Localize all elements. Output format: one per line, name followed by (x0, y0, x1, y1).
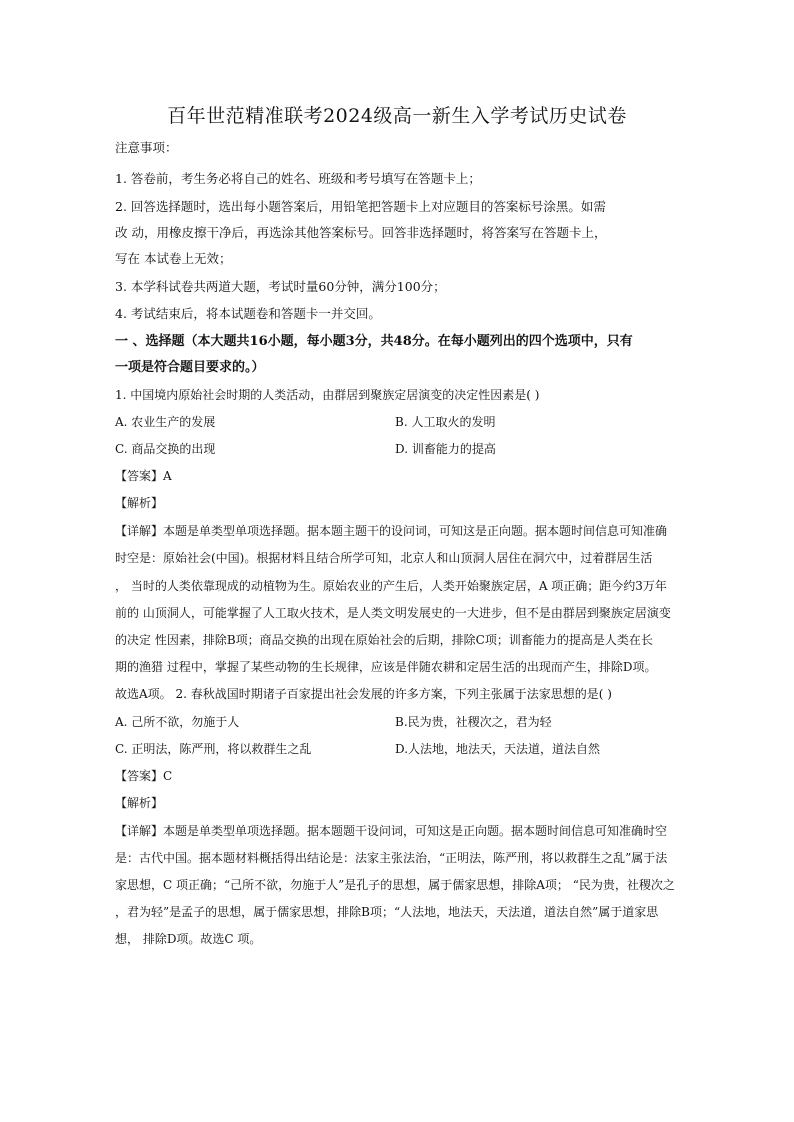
q1-option-d: D. 训畜能力的提高 (395, 442, 496, 456)
q1-option-b: B. 人工取火的发明 (395, 415, 496, 429)
q1-analysis-label: 【解析】 (115, 496, 164, 510)
notice-line: 2. 回答选择题时，选出每小题答案后，用铅笔把答题卡上对应题目的答案标号涂黑。如需 (115, 199, 606, 214)
notice-line: 写在 本试卷上无效； (115, 251, 232, 266)
q1-conclusion-and-q2-stem: 故选A项。 2. 春秋战国时期诸子百家提出社会发展的许多方案，下列主张属于法家思想的是( ) (115, 687, 612, 701)
section-heading: 一 、选择题（本大题共16小题，每小题3分，共48分。在每小题列出的四个选项中，只有 (115, 334, 633, 349)
q1-detail-line: 的决定 性因素，排除B项；商品交换的出现在原始社会的后期，排除C项；训畜能力的提高是人类在长 (115, 633, 653, 647)
q2-option-d: D.人法地，地法天，天法道，道法自然 (395, 742, 601, 756)
q2-detail-line: ，君为轻”是孟子的思想，属于儒家思想，排除B项；“人法地，地法天，天法道，道法自然”属于道家思 (115, 905, 659, 919)
q1-option-c: C. 商品交换的出现 (115, 442, 216, 456)
section-heading-continued: 一项是符合题目要求的。） (115, 360, 265, 375)
q1-answer: 【答案】A (115, 469, 172, 483)
document-title: 百年世范精准联考2024级高一新生入学考试历史试卷 (167, 105, 627, 127)
q2-detail-line: 【详解】本题是单类型单项选择题。据本题题干设问词，可知这是正向题。据本题时间信息可知准确时空 (115, 824, 668, 838)
q1-detail-line: 期的渔猎 过程中，掌握了某些动物的生长规律，应该是伴随农耕和定居生活的出现而产生，排除D项。 (115, 660, 657, 674)
notice-line: 改 动，用橡皮擦干净后，再选涂其他答案标号。回答非选择题时，将答案写在答题卡上， (115, 225, 607, 240)
q2-option-a: A. 己所不欲，勿施于人 (115, 715, 240, 729)
question-1-stem: 1. 中国境内原始社会时期的人类活动，由群居到聚族定居演变的决定性因素是( ) (115, 388, 540, 402)
q1-detail-line: 时空是：原始社会(中国)。根据材料且结合所学可知，北京人和山顶洞人居住在洞穴中，过着群居生活 (115, 551, 653, 565)
q2-answer: 【答案】C (115, 769, 173, 783)
q2-detail-line: 想， 排除D项。故选C 项。 (115, 932, 262, 946)
notice-line: 1. 答卷前，考生务必将自己的姓名、班级和考号填写在答题卡上； (115, 171, 481, 186)
q1-detail-line: ， 当时的人类依靠现成的动植物为生。原始农业的产生后，人类开始聚族定居，A 项正确；距今约3万年 (115, 579, 667, 593)
q1-detail-line: 【详解】本题是单类型单项选择题。据本题主题干的设问词，可知这是正向题。据本题时间信息可知准确 (115, 524, 668, 538)
q2-analysis-label: 【解析】 (115, 796, 164, 810)
q1-option-a: A. 农业生产的发展 (115, 415, 216, 429)
q2-detail-line: 家思想，C 项正确；“己所不欲，勿施于人”是孔子的思想，属于儒家思想，排除A项； “民为贵，社稷次之 (115, 878, 675, 892)
notice-line: 3. 本学科试卷共两道大题，考试时量60分钟，满分100分； (115, 279, 446, 294)
q1-detail-line: 前的 山顶洞人，可能掌握了人工取火技术，是人类文明发展史的一大进步，但不是由群居到聚族定居演变 (115, 606, 671, 620)
q2-option-b: B.民为贵，社稷次之，君为轻 (395, 715, 552, 729)
notice-line: 4. 考试结束后，将本试题卷和答题卡一并交回。 (115, 306, 381, 321)
q2-option-c: C. 正明法，陈严刑，将以救群生之乱 (115, 742, 312, 756)
notice-heading: 注意事项： (115, 140, 178, 155)
q2-detail-line: 是：古代中国。据本题材料概括得出结论是：法家主张法治，“正明法，陈严刑，将以救群生之乱”属于法 (115, 851, 668, 865)
